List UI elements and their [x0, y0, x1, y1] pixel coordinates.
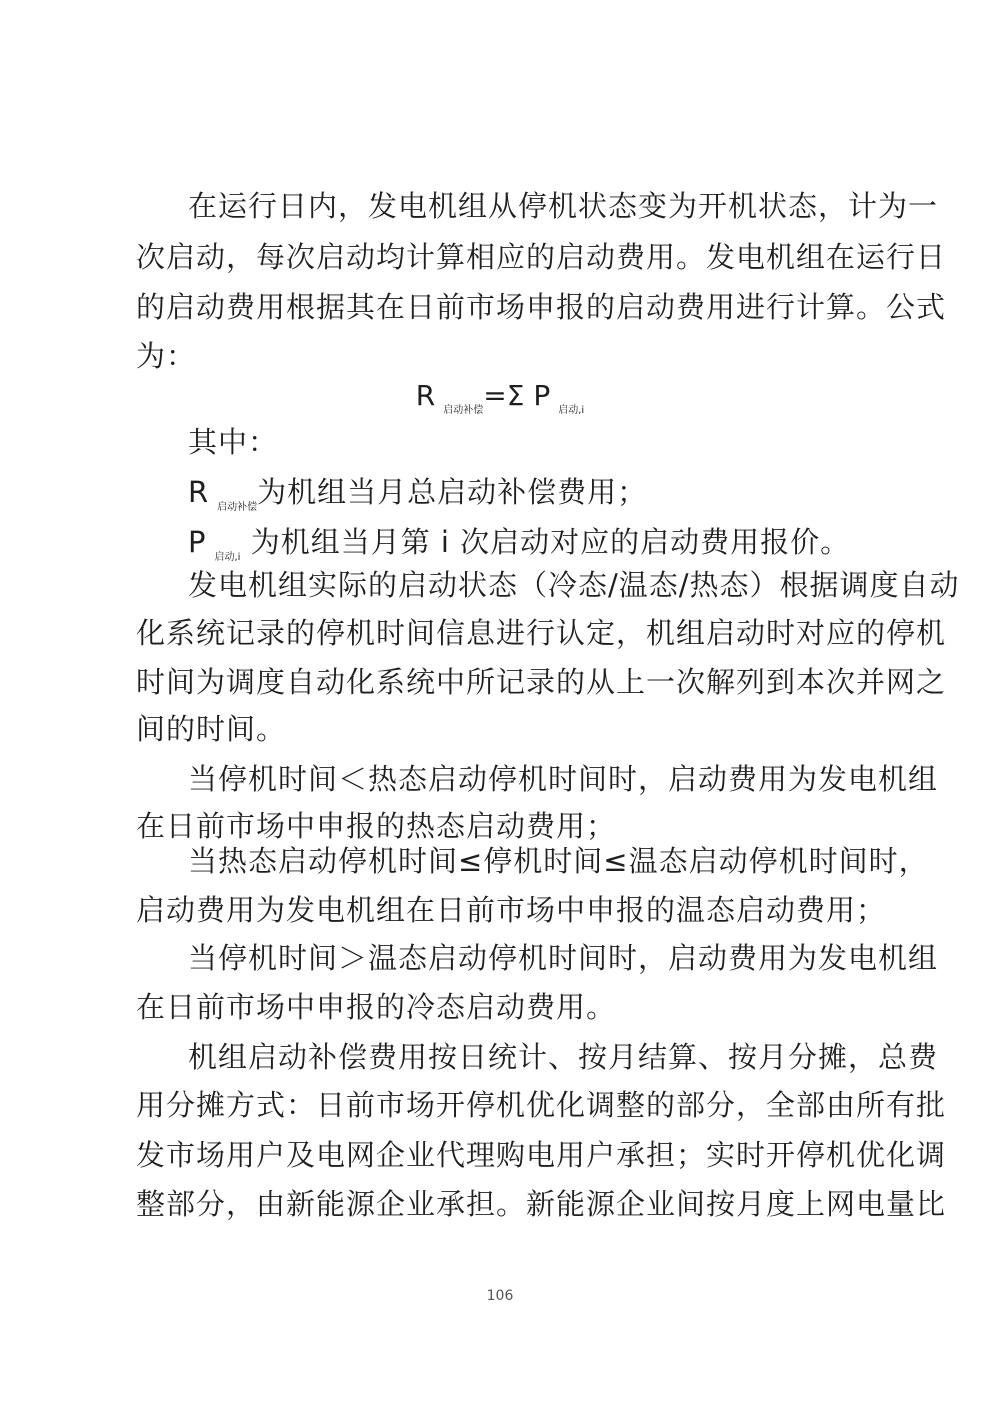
where-label: 其中： [188, 425, 279, 459]
definition-r-symbol: R [188, 475, 210, 509]
definition-r-text: 为机组当月总启动补偿费用； [257, 475, 648, 509]
paragraph-6-line-3: 发市场用户及电网企业代理购电用户承担；实时开停机优化调 [136, 1138, 947, 1172]
formula-lhs-symbol: R [415, 379, 436, 412]
paragraph-6-line-2: 用分摊方式：日前市场开停机优化调整的部分，全部由所有批 [136, 1088, 947, 1122]
definition-r-subscript: 启动补偿 [217, 502, 258, 513]
paragraph-4-line-1: 当热态启动停机时间≤停机时间≤温态启动停机时间时， [188, 844, 929, 878]
definition-r [188, 468, 878, 516]
paragraph-6-line-1: 机组启动补偿费用按日统计、按月结算、按月分摊，总费 [188, 1040, 939, 1074]
paragraph-1-line-1: 在运行日内，发电机组从停机状态变为开机状态，计为一 [188, 189, 939, 223]
paragraph-5-line-2: 在日前市场中申报的冷态启动费用。 [136, 990, 617, 1024]
paragraph-3-line-1: 当停机时间＜热态启动停机时间时，启动费用为发电机组 [188, 762, 939, 796]
paragraph-1-line-4: 为： [136, 339, 197, 373]
paragraph-5-line-1: 当停机时间＞温态启动停机时间时，启动费用为发电机组 [188, 941, 939, 975]
definition-p [188, 518, 878, 566]
page-number: 106 [486, 1288, 514, 1304]
formula-sum-symbol: Σ [506, 379, 525, 412]
paragraph-6-line-4: 整部分，由新能源企业承担。新能源企业间按月度上网电量比 [136, 1187, 947, 1221]
formula-rhs-subscript: 启动,i [558, 405, 585, 416]
definition-p-symbol: P [188, 525, 207, 559]
definition-p-text: 为机组当月第 i 次启动对应的启动费用报价。 [250, 525, 851, 559]
paragraph-1-line-3: 的启动费用根据其在日前市场申报的启动费用进行计算。公式 [136, 290, 947, 324]
formula-equals: = [483, 379, 507, 412]
paragraph-2-line-4: 间的时间。 [136, 712, 287, 746]
formula-rhs-symbol: P [533, 379, 551, 412]
paragraph-2-line-2: 化系统记录的停机时间信息进行认定，机组启动时对应的停机 [136, 616, 947, 650]
definition-p-subscript: 启动,i [214, 552, 241, 563]
formula-lhs-subscript: 启动补偿 [443, 405, 484, 416]
paragraph-3-line-2: 在日前市场中申报的热态启动费用； [136, 809, 617, 843]
paragraph-4-line-2: 启动费用为发电机组在日前市场中申报的温态启动费用； [136, 893, 887, 927]
formula [0, 376, 1000, 416]
paragraph-2-line-1: 发电机组实际的启动状态（冷态/温态/热态）根据调度自动 [188, 568, 960, 602]
paragraph-1-line-2: 次启动，每次启动均计算相应的启动费用。发电机组在运行日 [136, 240, 947, 274]
paragraph-2-line-3: 时间为调度自动化系统中所记录的从上一次解列到本次并网之 [136, 665, 947, 699]
